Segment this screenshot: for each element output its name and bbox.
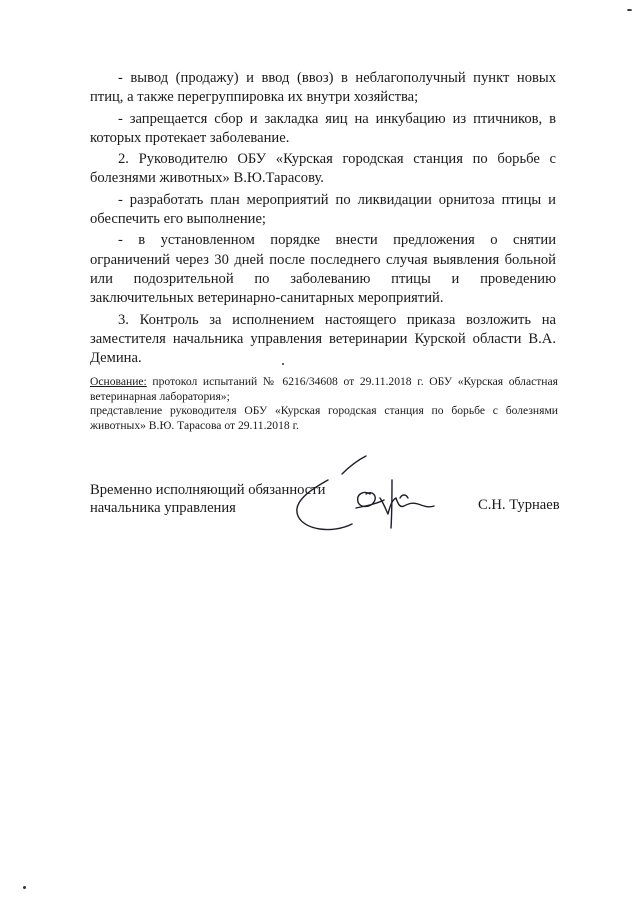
basis-section bbox=[90, 375, 558, 433]
signatory-position-line-1: Временно исполняющий обязанности bbox=[90, 482, 326, 498]
paragraph-action-plan: - разработать план мероприятий по ликвидации орнитоза птицы и обеспечить его выполнение; bbox=[90, 191, 556, 228]
handwritten-signature-icon bbox=[288, 450, 448, 540]
paragraph-item-3: 3. Контроль за исполнением настоящего приказа возложить на заместителя начальника управления ветеринарии Курской области В.А. Демина. bbox=[90, 311, 556, 367]
basis-line-2: представление руководителя ОБУ «Курская городская станция по борьбе с болезнями животных» В.Ю. Тарасова от 29.11.2018 г. bbox=[90, 404, 558, 432]
paragraph-bird-movement: - вывод (продажу) и ввод (ввоз) в неблагополучный пункт новых птиц, а также перегруппировка их внутри хозяйства; bbox=[90, 70, 556, 106]
document-body bbox=[90, 69, 556, 370]
basis-label: Основание: bbox=[90, 375, 147, 388]
scan-speck bbox=[282, 363, 284, 365]
basis-protocol: протокол испытаний № 6216/34608 от 29.11.2018 г. ОБУ «Курская областная ветеринарная лаборатория»; bbox=[90, 375, 558, 403]
signatory-name: С.Н. Турнаев bbox=[478, 497, 560, 513]
basis-line-1 bbox=[90, 375, 558, 404]
paragraph-egg-collection: - запрещается сбор и закладка яиц на инкубацию из птичников, в которых протекает заболевание. bbox=[90, 110, 556, 146]
scan-speck bbox=[23, 886, 26, 889]
scan-speck bbox=[627, 9, 632, 11]
paragraph-lift-restrictions: - в установленном порядке внести предложения о снятии ограничений через 30 дней после последнего случая выявления больной или подозрительной по заболеванию птицы и проведению заключительных ветеринарно-санитарных мероприятий. bbox=[90, 232, 556, 307]
paragraph-item-2: 2. Руководителю ОБУ «Курская городская станция по борьбе с болезнями животных» В.Ю.Тарасову. bbox=[90, 151, 556, 187]
signatory-position-line-2: начальника управления bbox=[90, 500, 236, 516]
